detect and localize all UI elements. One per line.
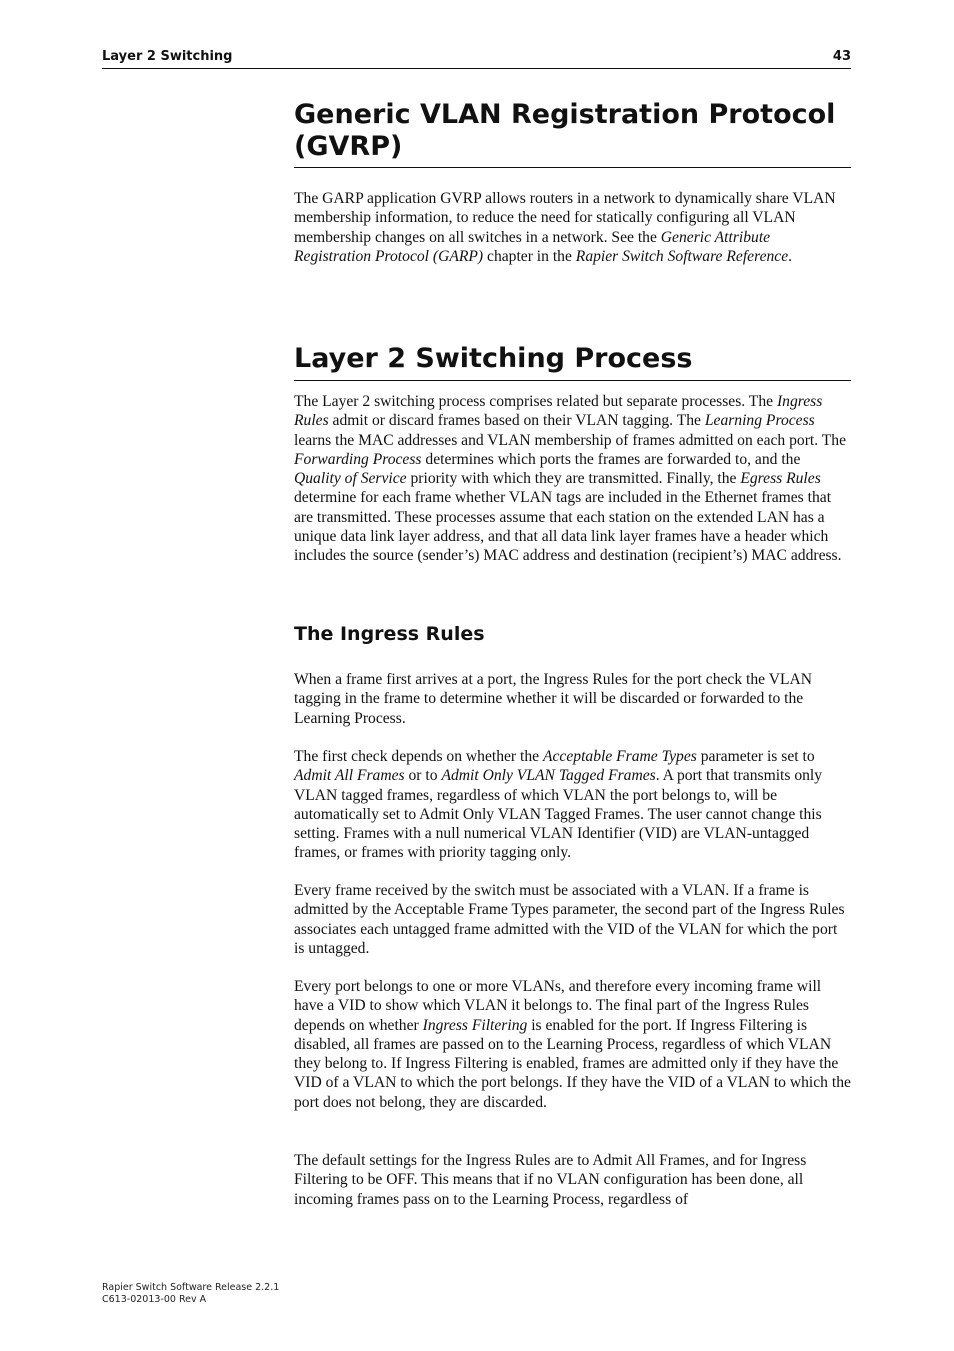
italic-run: Egress Rules bbox=[740, 470, 821, 488]
footer-release: Rapier Switch Software Release 2.2.1 bbox=[102, 1282, 280, 1293]
page-number: 43 bbox=[832, 49, 851, 64]
footer-doc-number: C613-02013-00 Rev A bbox=[102, 1294, 207, 1305]
text-run: . bbox=[788, 247, 793, 265]
text-run: admit or discard frames based on their VLAN tagging. The bbox=[328, 412, 705, 430]
text-run: Every port belongs to one or more VLANs, and therefore every incoming frame will have a VID to show which VLAN it belongs to. The final part of the Ingress Rules depends on whether bbox=[294, 978, 822, 1034]
text-run: determine for each frame whether VLAN tags are included in the Ethernet frames that are transmitted. These processes assume that each station on the extended LAN has a unique data link layer address, and that all data link layer frames have a header which includes the source (sender’s) MAC address and destination (recipient’s) MAC address. bbox=[294, 489, 842, 565]
gvrp-paragraph bbox=[294, 189, 851, 266]
text-run: or to bbox=[404, 767, 442, 785]
italic-run: Ingress Rules bbox=[294, 393, 823, 430]
italic-run: Quality of Service bbox=[294, 470, 407, 488]
gvrp-heading-line1: Generic VLAN Registration Protocol bbox=[294, 99, 836, 130]
text-run: is enabled for the port. If Ingress Filtering is disabled, all frames are passed on to the Learning Process, regardless of which VLAN they belong to. If Ingress Filtering is enabled, frames are admitted only if they have the VID of a VLAN to which the port belongs. If they have the VID of a VLAN to which the port does not belong, they are discarded. bbox=[294, 1016, 851, 1111]
gvrp-heading bbox=[294, 99, 851, 163]
text-run: priority with which they are transmitted. Finally, the bbox=[406, 470, 741, 488]
running-header-section: Layer 2 Switching bbox=[102, 49, 233, 64]
text-run: parameter is set to bbox=[696, 748, 815, 765]
italic-run: Learning Process bbox=[704, 412, 815, 430]
italic-run: Ingress Filtering bbox=[422, 1016, 528, 1034]
italic-run: Acceptable Frame Types bbox=[542, 748, 697, 765]
text-run: learns the MAC addresses and VLAN membership of frames admitted on each port. The bbox=[294, 431, 846, 449]
gvrp-heading-line2: (GVRP) bbox=[294, 131, 403, 162]
italic-run: Forwarding Process bbox=[294, 450, 422, 468]
text-run: determines which ports the frames are forwarded to, and the bbox=[421, 450, 801, 468]
italic-run: Generic Attribute Registration Protocol (GARP) bbox=[294, 228, 771, 265]
l2-heading: Layer 2 Switching Process bbox=[294, 343, 693, 374]
italic-run: Admit All Frames bbox=[294, 767, 405, 785]
page-header bbox=[102, 48, 851, 69]
text-run: The Layer 2 switching process comprises related but separate processes. The bbox=[294, 393, 777, 410]
text-run: . A port that transmits only VLAN tagged frames, regardless of which VLAN the port belongs to, will be automatically set to Admit Only VLAN Tagged Frames. The user cannot change this setting. Frames with a null numerical VLAN Identifier (VID) are VLAN-untagged frames, or frames with priority tagging only. bbox=[294, 767, 823, 862]
ingress-heading: The Ingress Rules bbox=[294, 623, 485, 645]
italic-run: Admit Only VLAN Tagged Frames bbox=[441, 767, 656, 785]
ingress-paragraph-5: The default settings for the Ingress Rules are to Admit All Frames, and for Ingress Filtering to be OFF. This means that if no VLAN configuration has been done, all incoming frames pass on to the Learning Process, regardless of bbox=[294, 1152, 807, 1208]
gvrp-heading-rule bbox=[294, 167, 851, 168]
text-run: The GARP application GVRP allows routers in a network to dynamically share VLAN membership information, to reduce the need for statically configuring all VLAN membership changes on all switches in a network. See the bbox=[294, 190, 836, 246]
page-footer bbox=[102, 1282, 279, 1306]
ingress-paragraph-3: Every frame received by the switch must be associated with a VLAN. If a frame is admitted by the Acceptable Frame Types parameter, the second part of the Ingress Rules associates each untagged frame admitted with the VID of the VLAN for which the port is untagged. bbox=[294, 882, 845, 957]
text-run: chapter in the bbox=[483, 247, 576, 265]
italic-run: Rapier Switch Software Reference bbox=[575, 247, 789, 265]
ingress-paragraph-2 bbox=[294, 747, 851, 863]
text-run: The first check depends on whether the bbox=[294, 748, 543, 765]
ingress-paragraph-4 bbox=[294, 977, 851, 1112]
l2-paragraph bbox=[294, 392, 851, 566]
ingress-paragraph-1: When a frame first arrives at a port, the Ingress Rules for the port check the VLAN tagging in the frame to determine whether it will be discarded or forwarded to the Learning Process. bbox=[294, 671, 813, 727]
l2-heading-rule bbox=[294, 380, 851, 381]
